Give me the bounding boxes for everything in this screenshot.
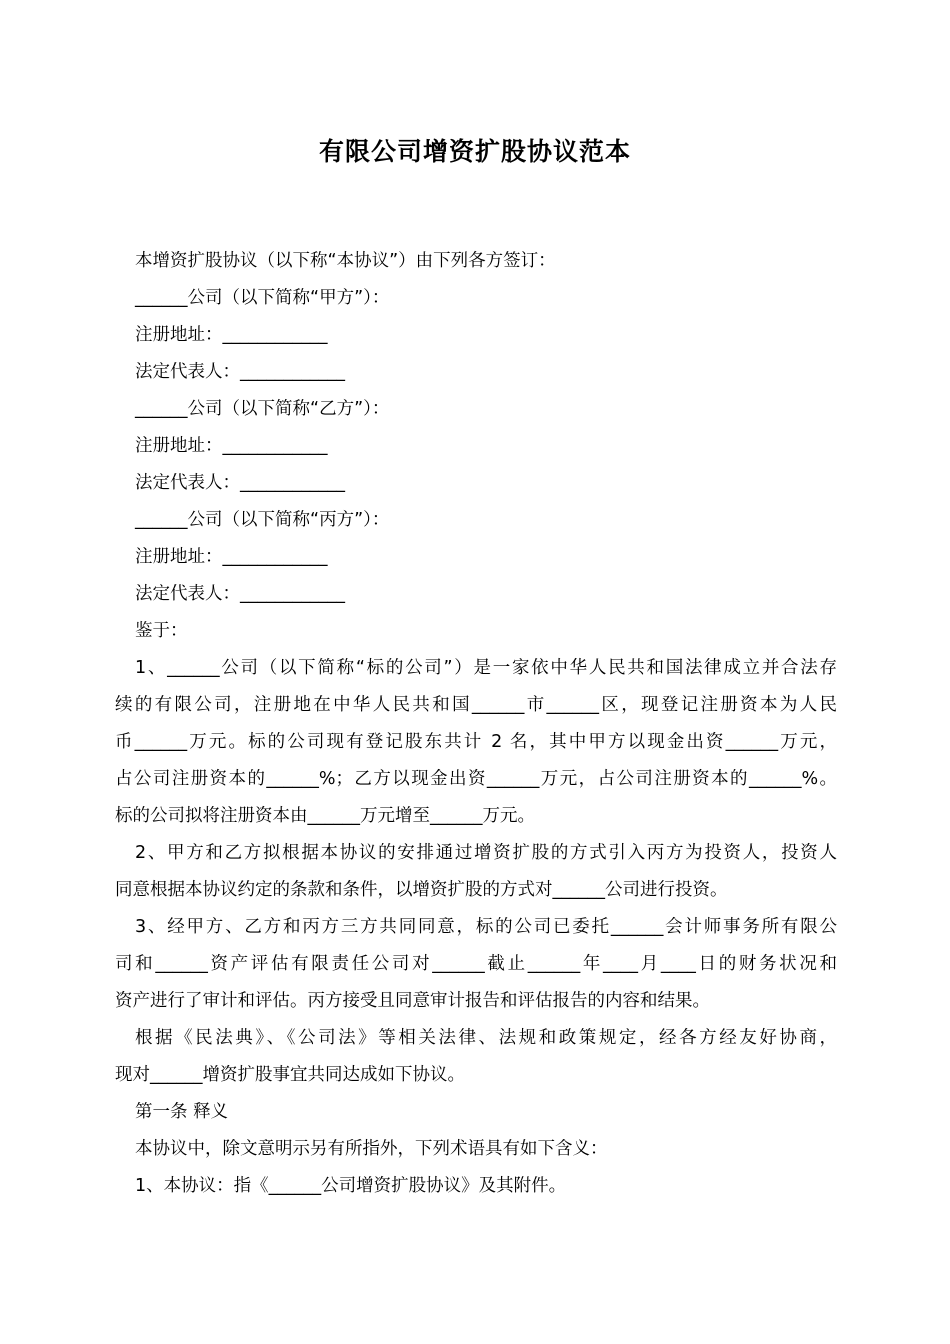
text-line: 资产进行了审计和评估。丙方接受且同意审计报告和评估报告的内容和结果。	[115, 991, 710, 1011]
text-line: 法定代表人：____________	[135, 473, 345, 493]
text-line: ______公司（以下简称“丙方”）：	[135, 510, 390, 530]
text-line: 同意根据本协议约定的条款和条件，以增资扩股的方式对______公司进行投资。	[115, 880, 728, 900]
text-line: 1、本协议：指《______公司增资扩股协议》及其附件。	[135, 1176, 567, 1196]
text-line: 鉴于：	[135, 621, 188, 641]
text-line: 本协议中，除文意明示另有所指外，下列术语具有如下含义：	[135, 1139, 608, 1159]
text-line: 本增资扩股协议（以下称“本协议”）由下列各方签订：	[135, 251, 556, 271]
text-line: 第一条 释义	[135, 1102, 229, 1122]
text-line: 法定代表人：____________	[135, 584, 345, 604]
text-line: 币______万元。标的公司现有登记股东共计 2 名，其中甲方以现金出资______万元，	[115, 732, 837, 752]
text-line: 注册地址：____________	[135, 547, 328, 567]
text-line: 司和______资产评估有限责任公司对______截止______年____月____日的财务状况和	[115, 954, 837, 974]
text-line: 1、______公司（以下简称“标的公司”）是一家依中华人民共和国法律成立并合法存	[135, 658, 837, 678]
document-title: 有限公司增资扩股协议范本	[318, 137, 631, 166]
text-line: 现对______增资扩股事宜共同达成如下协议。	[115, 1065, 465, 1085]
text-line: 2、甲方和乙方拟根据本协议的安排通过增资扩股的方式引入丙方为投资人，投资人	[135, 843, 837, 863]
text-line: 注册地址：____________	[135, 436, 328, 456]
text-line: 续的有限公司，注册地在中华人民共和国______市______区，现登记注册资本为人民	[115, 695, 837, 715]
document-body	[115, 243, 837, 1205]
text-line: 3、经甲方、乙方和丙方三方共同同意，标的公司已委托______会计师事务所有限公	[135, 917, 837, 937]
text-line: 标的公司拟将注册资本由______万元增至______万元。	[115, 806, 535, 826]
text-line: 注册地址：____________	[135, 325, 328, 345]
text-line: ______公司（以下简称“甲方”）：	[135, 288, 390, 308]
text-line: 占公司注册资本的______%；乙方以现金出资______万元，占公司注册资本的______%。	[115, 769, 837, 789]
text-line: 根据《民法典》、《公司法》等相关法律、法规和政策规定，经各方经友好协商，	[135, 1028, 837, 1048]
text-line: ______公司（以下简称“乙方”）：	[135, 399, 390, 419]
text-line: 法定代表人：____________	[135, 362, 345, 382]
